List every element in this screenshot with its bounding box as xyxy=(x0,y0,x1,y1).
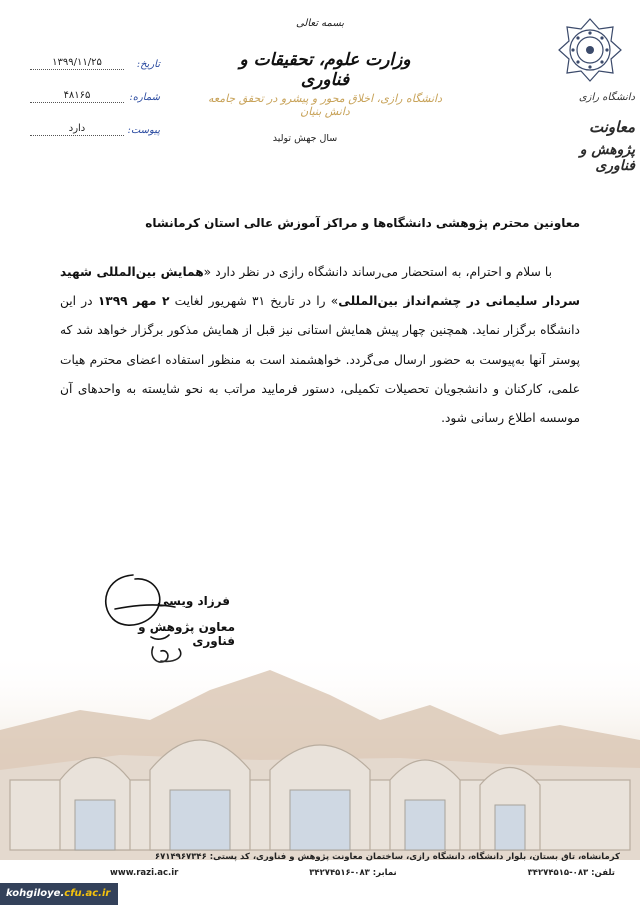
signer-title: معاون پژوهش و فناوری xyxy=(138,620,235,648)
attachment-row xyxy=(30,116,160,136)
date-value: ۱۳۹۹/۱۱/۲۵ xyxy=(30,57,124,70)
year-slogan xyxy=(240,133,370,144)
letter-intro: با سلام و احترام، به استحضار می‌رساند دانشگاه رازی در نظر دارد « xyxy=(203,265,552,279)
footer-phone: تلفن: ۰۸۳-۳۴۲۷۴۵۱۵ xyxy=(527,868,615,878)
watermark-suffix: cfu.ac.ir xyxy=(64,888,111,899)
conference-name: همایش بین‌المللی شهید سردار سلیمانی در چشم‌انداز بین‌المللی xyxy=(60,265,580,309)
footer-address: کرمانشاه، تاق بستان، بلوار دانشگاه، دانشگاه رازی، ساختمان معاونت پژوهش و فناوری، کد پستی: ۶۷۱۴۹۶۷۳۴۶ xyxy=(154,852,620,862)
university-motto: دانشگاه رازی، اخلاق محور و پیشرو در تحقق جامعه دانش بنیان xyxy=(207,92,443,118)
footer-website[interactable]: www.razi.ac.ir xyxy=(110,868,179,878)
letter-after-name: » را در تاریخ ۳۱ شهریور لغایت xyxy=(169,294,339,309)
number-row xyxy=(30,83,160,103)
letter-meta xyxy=(30,50,160,149)
year-slogan-text: سال جهش تولید xyxy=(272,133,338,144)
ministry-title: وزارت علوم، تحقیقات و فناوری xyxy=(239,50,411,90)
watermark-prefix: kohgiloye. xyxy=(6,888,65,899)
university-logo-icon xyxy=(555,15,625,95)
date-label: تاریخ: xyxy=(136,59,160,70)
attachment-label: پیوست: xyxy=(127,125,160,136)
site-watermark[interactable] xyxy=(0,883,118,905)
conference-end-date: ۲ مهر ۱۳۹۹ xyxy=(97,294,170,309)
letter-rest: در این دانشگاه برگزار نماید. همچنین چهار پیش همایش استانی نیز قبل از همایش مذکور برگزار خواهد شد که پوستر آنها به‌پیوست به حضور ارسال می‌گردد. خواهشمند است به منظور استفاده اعضای محترم هیات علمی، کارکنان و دانشجویان تحصیلات تکمیلی، دستور فرمایید مراتب به نحو شایسته به واحدهای آن موسسه اطلاع رسانی شود. xyxy=(60,294,580,426)
date-row xyxy=(30,50,160,70)
letter-body xyxy=(60,258,580,433)
attachment-value: دارد xyxy=(30,123,124,136)
letter-paragraph xyxy=(60,258,580,433)
footer-fax: نمابر: ۰۸۳-۳۴۲۷۴۵۱۶ xyxy=(309,868,397,878)
recipient: معاونین محترم پژوهشی دانشگاه‌ها و مراکز آموزش عالی استان کرمانشاه xyxy=(145,216,580,230)
university-name: دانشگاه رازی xyxy=(578,92,635,103)
department-line1: معاونت xyxy=(589,118,635,136)
footer-contact xyxy=(110,868,615,878)
number-label: شماره: xyxy=(129,92,160,103)
department-line2: پژوهش و فناوری xyxy=(579,142,635,174)
number-value: ۴۸۱۶۵ xyxy=(30,90,124,103)
basmala: بسمه تعالی xyxy=(295,18,345,29)
signer-name: فرزاد ویسی xyxy=(157,594,230,608)
footer-illustration xyxy=(0,650,640,860)
